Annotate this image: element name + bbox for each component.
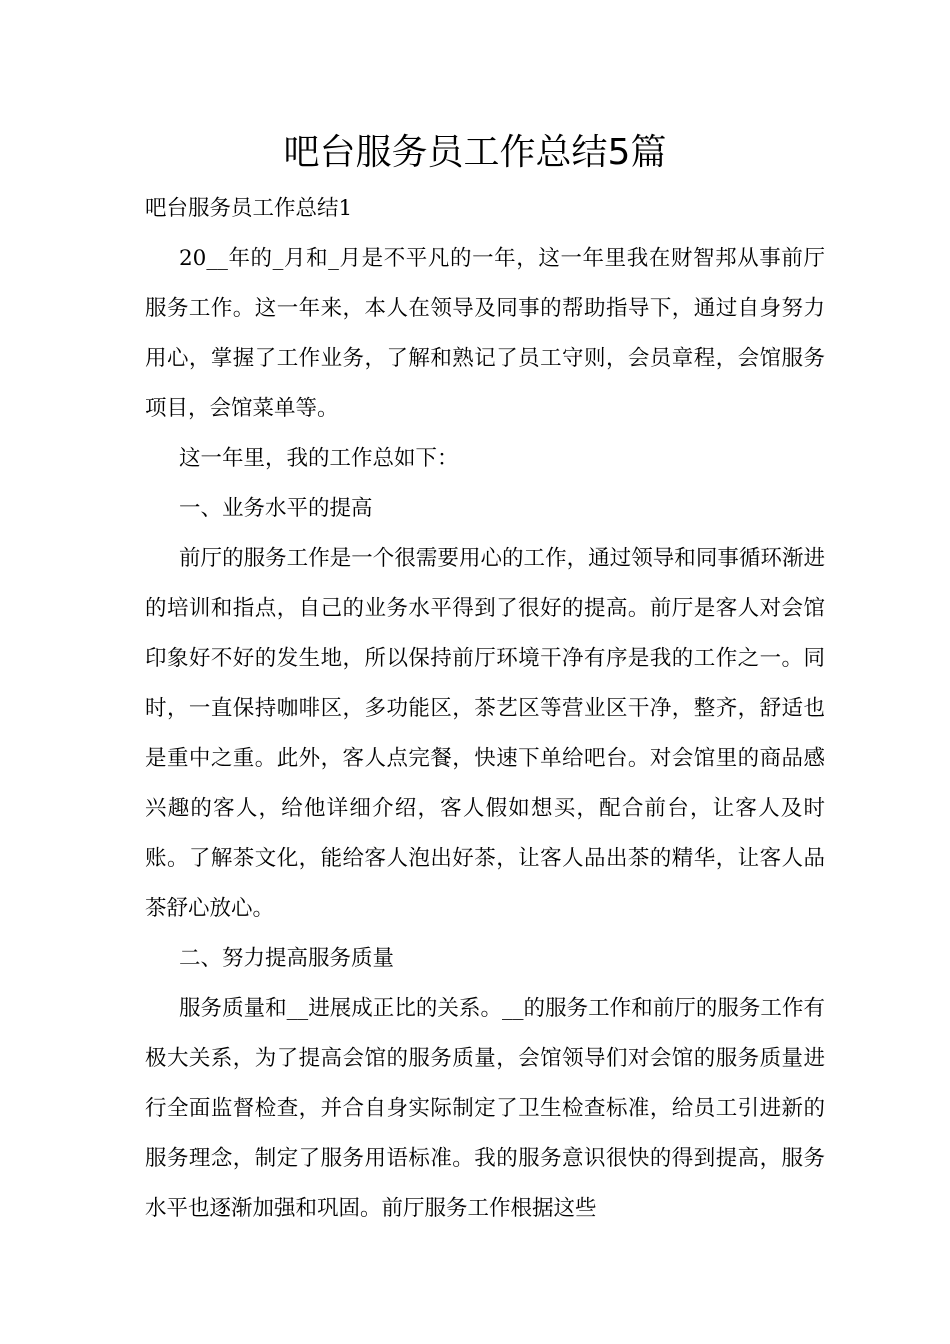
section-heading: 一、业务水平的提高 xyxy=(179,496,373,521)
document-body xyxy=(145,184,825,1234)
section-heading: 吧台服务员工作总结1 xyxy=(145,196,353,221)
paragraph: 这一年里，我的工作总如下： xyxy=(179,446,459,471)
paragraph: 20__年的_月和_月是不平凡的一年，这一年里我在财智邦从事前厅服务工作。这一年来，本人在领导及同事的帮助指导下，通过自身努力用心，掌握了工作业务，了解和熟记了员工守则，会员章程，会馆服务项目，会馆菜单等。 xyxy=(145,246,825,421)
section-heading: 二、努力提高服务质量 xyxy=(179,946,395,971)
paragraph: 前厅的服务工作是一个很需要用心的工作，通过领导和同事循环渐进的培训和指点，自己的业务水平得到了很好的提高。前厅是客人对会馆印象好不好的发生地，所以保持前厅环境干净有序是我的工作之一。同时，一直保持咖啡区，多功能区，茶艺区等营业区干净，整齐，舒适也是重中之重。此外，客人点完餐，快速下单给吧台。对会馆里的商品感兴趣的客人，给他详细介绍，客人假如想买，配合前台，让客人及时账。了解茶文化，能给客人泡出好茶，让客人品出茶的精华，让客人品茶舒心放心。 xyxy=(145,546,825,921)
paragraph: 服务质量和__进展成正比的关系。__的服务工作和前厅的服务工作有极大关系，为了提高会馆的服务质量，会馆领导们对会馆的服务质量进行全面监督检查，并合自身实际制定了卫生检查标准，给员工引进新的服务理念，制定了服务用语标准。我的服务意识很快的得到提高，服务水平也逐渐加强和巩固。前厅服务工作根据这些 xyxy=(145,996,825,1221)
document-title: 吧台服务员工作总结5篇 xyxy=(283,132,667,173)
